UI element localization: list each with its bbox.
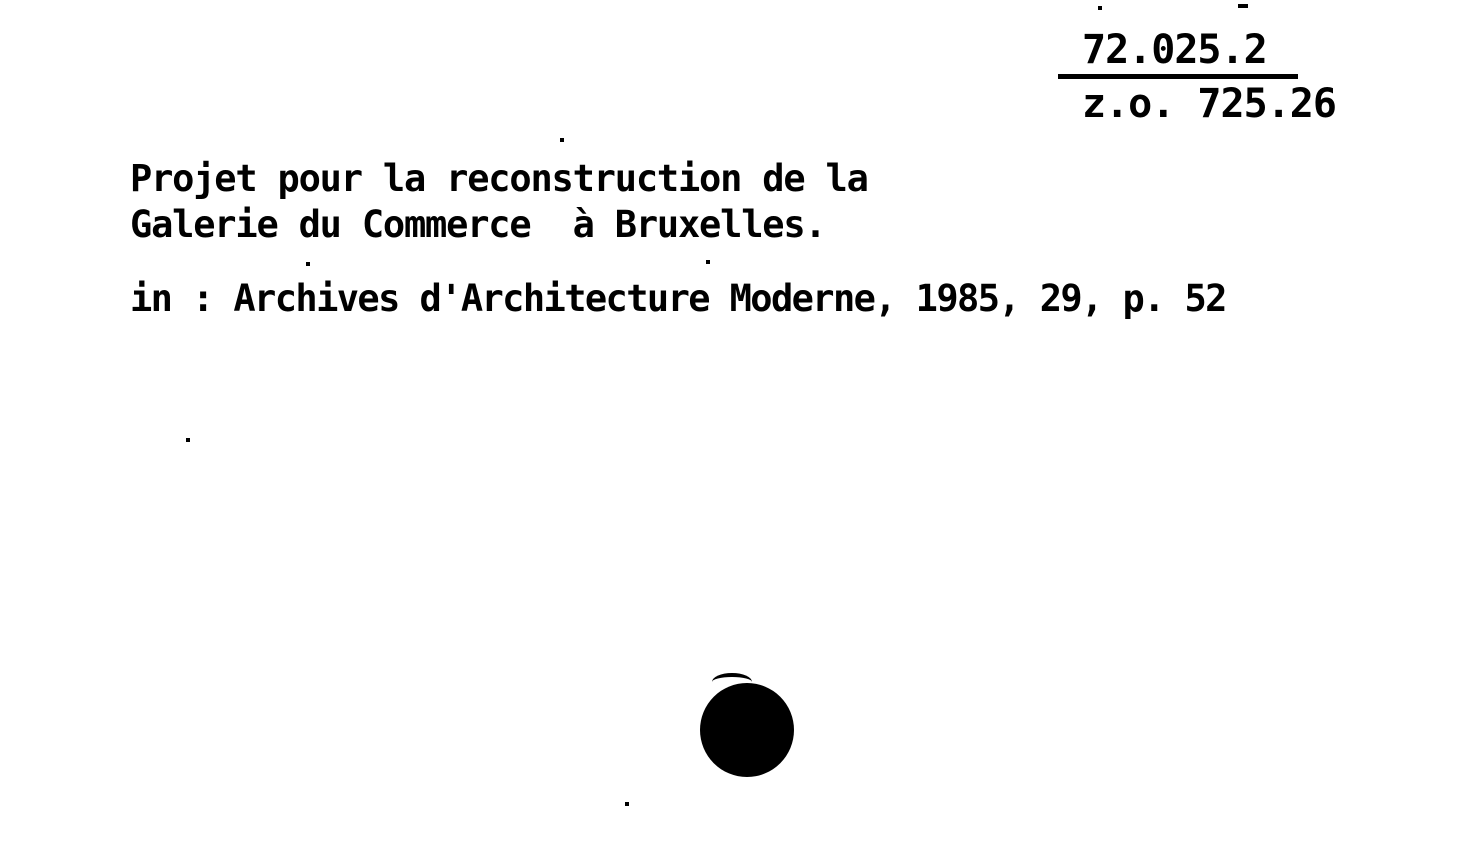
speck: [560, 138, 564, 142]
punch-hole: [700, 683, 794, 777]
source-citation: in : Archives d'Architecture Moderne, 1985, 29, p. 52: [130, 277, 1226, 320]
record-title: [130, 156, 868, 248]
speck: [1098, 6, 1102, 10]
speck: [625, 802, 629, 806]
classification-underline: [1058, 74, 1298, 79]
speck: [186, 438, 190, 442]
title-line-1: Projet pour la reconstruction de la: [130, 157, 868, 200]
secondary-classification: z.o. 725.26: [1082, 81, 1336, 127]
speck: [706, 260, 710, 264]
speck: [1238, 4, 1248, 8]
classification-number: 72.025.2: [1082, 27, 1267, 73]
speck: [306, 262, 310, 266]
title-line-2: Galerie du Commerce à Bruxelles.: [130, 203, 826, 246]
